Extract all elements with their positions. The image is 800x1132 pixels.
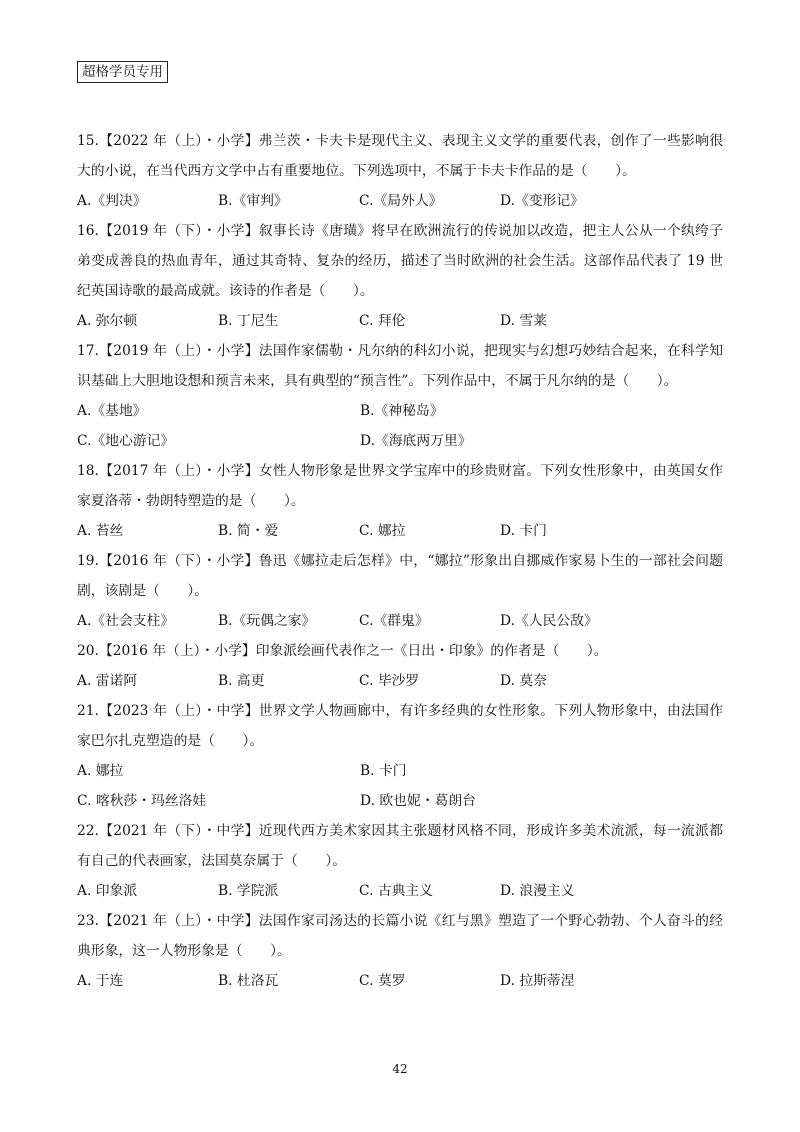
option-b: B. 简・爱 bbox=[218, 523, 279, 539]
question-23 bbox=[77, 906, 723, 996]
option-b: B. 丁尼生 bbox=[218, 313, 279, 329]
option-a: A. 于连 bbox=[77, 973, 124, 989]
option-c: C. 毕沙罗 bbox=[359, 673, 420, 689]
option-list bbox=[77, 516, 723, 546]
question-19 bbox=[77, 546, 723, 636]
question-stem: 19.【2016 年（下）・小学】鲁迅《娜拉走后怎样》中，“娜拉”形象出自挪威作家易卜生的一部社会问题剧，该剧是（ ）。 bbox=[77, 553, 723, 599]
question-stem: 15.【2022 年（上）・小学】弗兰茨・卡夫卡是现代主义、表现主义文学的重要代表，创作了一些影响很大的小说，在当代西方文学中占有重要地位。下列选项中，不属于卡夫卡作品的是（ ）。 bbox=[77, 133, 723, 179]
option-c: C.《局外人》 bbox=[359, 193, 443, 209]
option-c: C. 古典主义 bbox=[359, 883, 434, 899]
question-list bbox=[77, 126, 723, 996]
option-d: D.《人民公敌》 bbox=[500, 613, 598, 629]
question-15 bbox=[77, 126, 723, 216]
option-list bbox=[77, 186, 723, 216]
option-c: C.《地心游记》 bbox=[77, 433, 175, 449]
question-stem: 17.【2019 年（上）・小学】法国作家儒勒・凡尔纳的科幻小说，把现实与幻想巧妙结合起来，在科学知识基础上大胆地设想和预言未来，具有典型的“预言性”。下列作品中，不属于凡尔纳的是（ ）。 bbox=[77, 343, 723, 389]
question-21 bbox=[77, 696, 723, 816]
option-list bbox=[77, 666, 723, 696]
question-17 bbox=[77, 336, 723, 456]
option-list bbox=[77, 966, 723, 996]
question-stem: 18.【2017 年（上）・小学】女性人物形象是世界文学宝库中的珍贵财富。下列女性形象中，由英国女作家夏洛蒂・勃朗特塑造的是（ ）。 bbox=[77, 463, 723, 509]
question-stem: 22.【2021 年（下）・中学】近现代西方美术家因其主张题材风格不同，形成许多美术流派，每一流派都有自己的代表画家，法国莫奈属于（ ）。 bbox=[77, 823, 723, 869]
option-d: D. 欧也妮・葛朗台 bbox=[360, 793, 476, 809]
question-stem: 20.【2016 年（上）・小学】印象派绘画代表作之一《日出・印象》的作者是（ ）。 bbox=[77, 643, 608, 659]
header-label: 超格学员专用 bbox=[77, 61, 168, 83]
option-b: B. 杜洛瓦 bbox=[218, 973, 279, 989]
option-a: A. 印象派 bbox=[77, 883, 138, 899]
option-b: B.《玩偶之家》 bbox=[218, 613, 316, 629]
question-20 bbox=[77, 636, 723, 696]
question-stem: 23.【2021 年（上）・中学】法国作家司汤达的长篇小说《红与黑》塑造了一个野心勃勃、个人奋斗的经典形象，这一人物形象是（ ）。 bbox=[77, 913, 723, 959]
option-b: B. 学院派 bbox=[218, 883, 279, 899]
question-22 bbox=[77, 816, 723, 906]
option-b: B.《审判》 bbox=[218, 193, 288, 209]
option-c: C. 喀秋莎・玛丝洛娃 bbox=[77, 793, 207, 809]
question-stem: 16.【2019 年（下）・小学】叙事长诗《唐璜》将早在欧洲流行的传说加以改造，把主人公从一个纨绔子弟变成善良的热血青年，通过其奇特、复杂的经历，描述了当时欧洲的社会生活。这部作品代表了 19 世纪英国诗歌的最高成就。该诗的作者是（ ）。 bbox=[77, 223, 723, 299]
option-a: A.《基地》 bbox=[77, 403, 147, 419]
option-list bbox=[77, 876, 723, 906]
option-b: B.《神秘岛》 bbox=[360, 403, 444, 419]
question-16 bbox=[77, 216, 723, 336]
option-list bbox=[77, 396, 723, 456]
option-list bbox=[77, 306, 723, 336]
option-a: A. 弥尔顿 bbox=[77, 313, 138, 329]
option-d: D. 雪莱 bbox=[500, 313, 547, 329]
page-number: 42 bbox=[392, 1062, 408, 1076]
option-c: C. 娜拉 bbox=[359, 523, 406, 539]
option-d: D. 卡门 bbox=[500, 523, 547, 539]
option-a: A.《判决》 bbox=[77, 193, 147, 209]
option-list bbox=[77, 756, 723, 816]
option-d: D.《变形记》 bbox=[500, 193, 584, 209]
question-18 bbox=[77, 456, 723, 546]
option-list bbox=[77, 606, 723, 636]
option-a: A. 娜拉 bbox=[77, 763, 124, 779]
option-b: B. 高更 bbox=[218, 673, 265, 689]
question-stem: 21.【2023 年（上）・中学】世界文学人物画廊中，有许多经典的女性形象。下列人物形象中，由法国作家巴尔扎克塑造的是（ ）。 bbox=[77, 703, 723, 749]
option-a: A. 雷诺阿 bbox=[77, 673, 138, 689]
option-d: D.《海底两万里》 bbox=[360, 433, 472, 449]
option-a: A. 苔丝 bbox=[77, 523, 124, 539]
option-d: D. 拉斯蒂涅 bbox=[500, 973, 575, 989]
option-c: C.《群鬼》 bbox=[359, 613, 429, 629]
option-a: A.《社会支柱》 bbox=[77, 613, 175, 629]
option-b: B. 卡门 bbox=[360, 763, 407, 779]
option-d: D. 浪漫主义 bbox=[500, 883, 575, 899]
option-c: C. 拜伦 bbox=[359, 313, 406, 329]
option-c: C. 莫罗 bbox=[359, 973, 406, 989]
option-d: D. 莫奈 bbox=[500, 673, 547, 689]
